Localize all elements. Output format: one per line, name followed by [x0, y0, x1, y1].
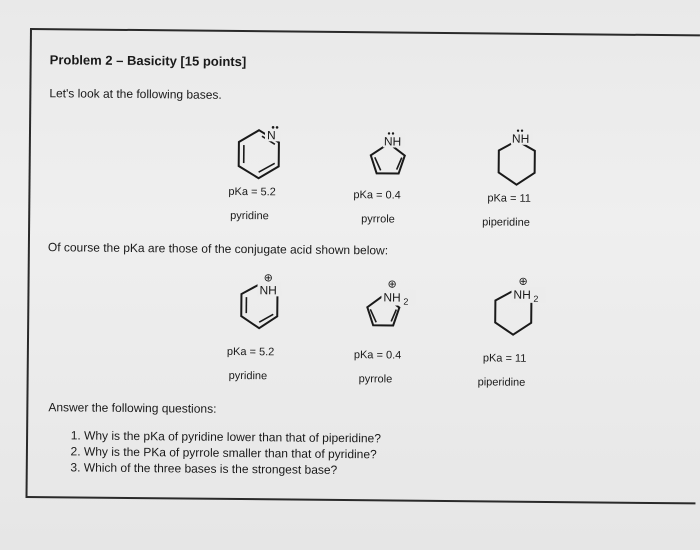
svg-text:NH: NH	[513, 287, 531, 302]
piperidine-name: piperidine	[482, 216, 530, 229]
pyridine-structure-icon	[228, 124, 289, 187]
pyrrolium-structure-icon	[355, 277, 426, 332]
question-item: 2. Why is the PKa of pyrrole smaller than that of pyridine?	[84, 445, 381, 462]
pyridine-pka: pKa = 5.2	[228, 185, 276, 199]
svg-text:NH: NH	[383, 290, 401, 305]
svg-text:⊕: ⊕	[518, 274, 528, 288]
svg-text:NH: NH	[259, 283, 277, 298]
pyrrolium-name: pyrrole	[358, 373, 393, 386]
questions-list	[66, 428, 381, 479]
svg-text:2: 2	[533, 293, 539, 304]
svg-text:2: 2	[403, 296, 409, 307]
pyridinium-structure-icon	[229, 270, 292, 337]
pyrrole-structure-icon	[359, 131, 421, 180]
question-item: 1. Why is the pKa of pyridine lower than that of piperidine?	[84, 429, 381, 446]
pyrrole-name: pyrrole	[361, 213, 395, 226]
pyridinium-pka: pKa = 5.2	[226, 345, 275, 359]
pyrrole-pka: pKa = 0.4	[353, 189, 401, 202]
question-item: 3. Which of the three bases is the strongest base?	[84, 461, 381, 478]
piperidinium-pka: pKa = 11	[482, 352, 527, 365]
conjugate-intro-text: Of course the pKa are those of the conjugate acid shown below:	[47, 240, 389, 258]
pyridinium-name: pyridine	[228, 369, 268, 383]
questions-intro-text: Answer the following questions:	[48, 400, 217, 416]
pyrrolium-pka: pKa = 0.4	[353, 349, 402, 362]
piperidine-structure-icon	[486, 128, 547, 193]
problem-frame	[25, 28, 699, 504]
piperidinium-name: piperidine	[477, 376, 526, 389]
svg-text:⊕: ⊕	[387, 277, 397, 291]
pyridine-name: pyridine	[230, 209, 269, 223]
piperidine-pka: pKa = 11	[487, 192, 531, 205]
svg-text:⊕: ⊕	[263, 271, 273, 285]
svg-text:N: N	[266, 128, 276, 143]
piperidinium-structure-icon	[485, 274, 550, 341]
svg-text:NH: NH	[511, 131, 530, 146]
problem-title: Problem 2 – Basicity [15 points]	[49, 52, 247, 70]
intro-text: Let's look at the following bases.	[49, 86, 222, 102]
svg-text:NH: NH	[383, 134, 402, 149]
